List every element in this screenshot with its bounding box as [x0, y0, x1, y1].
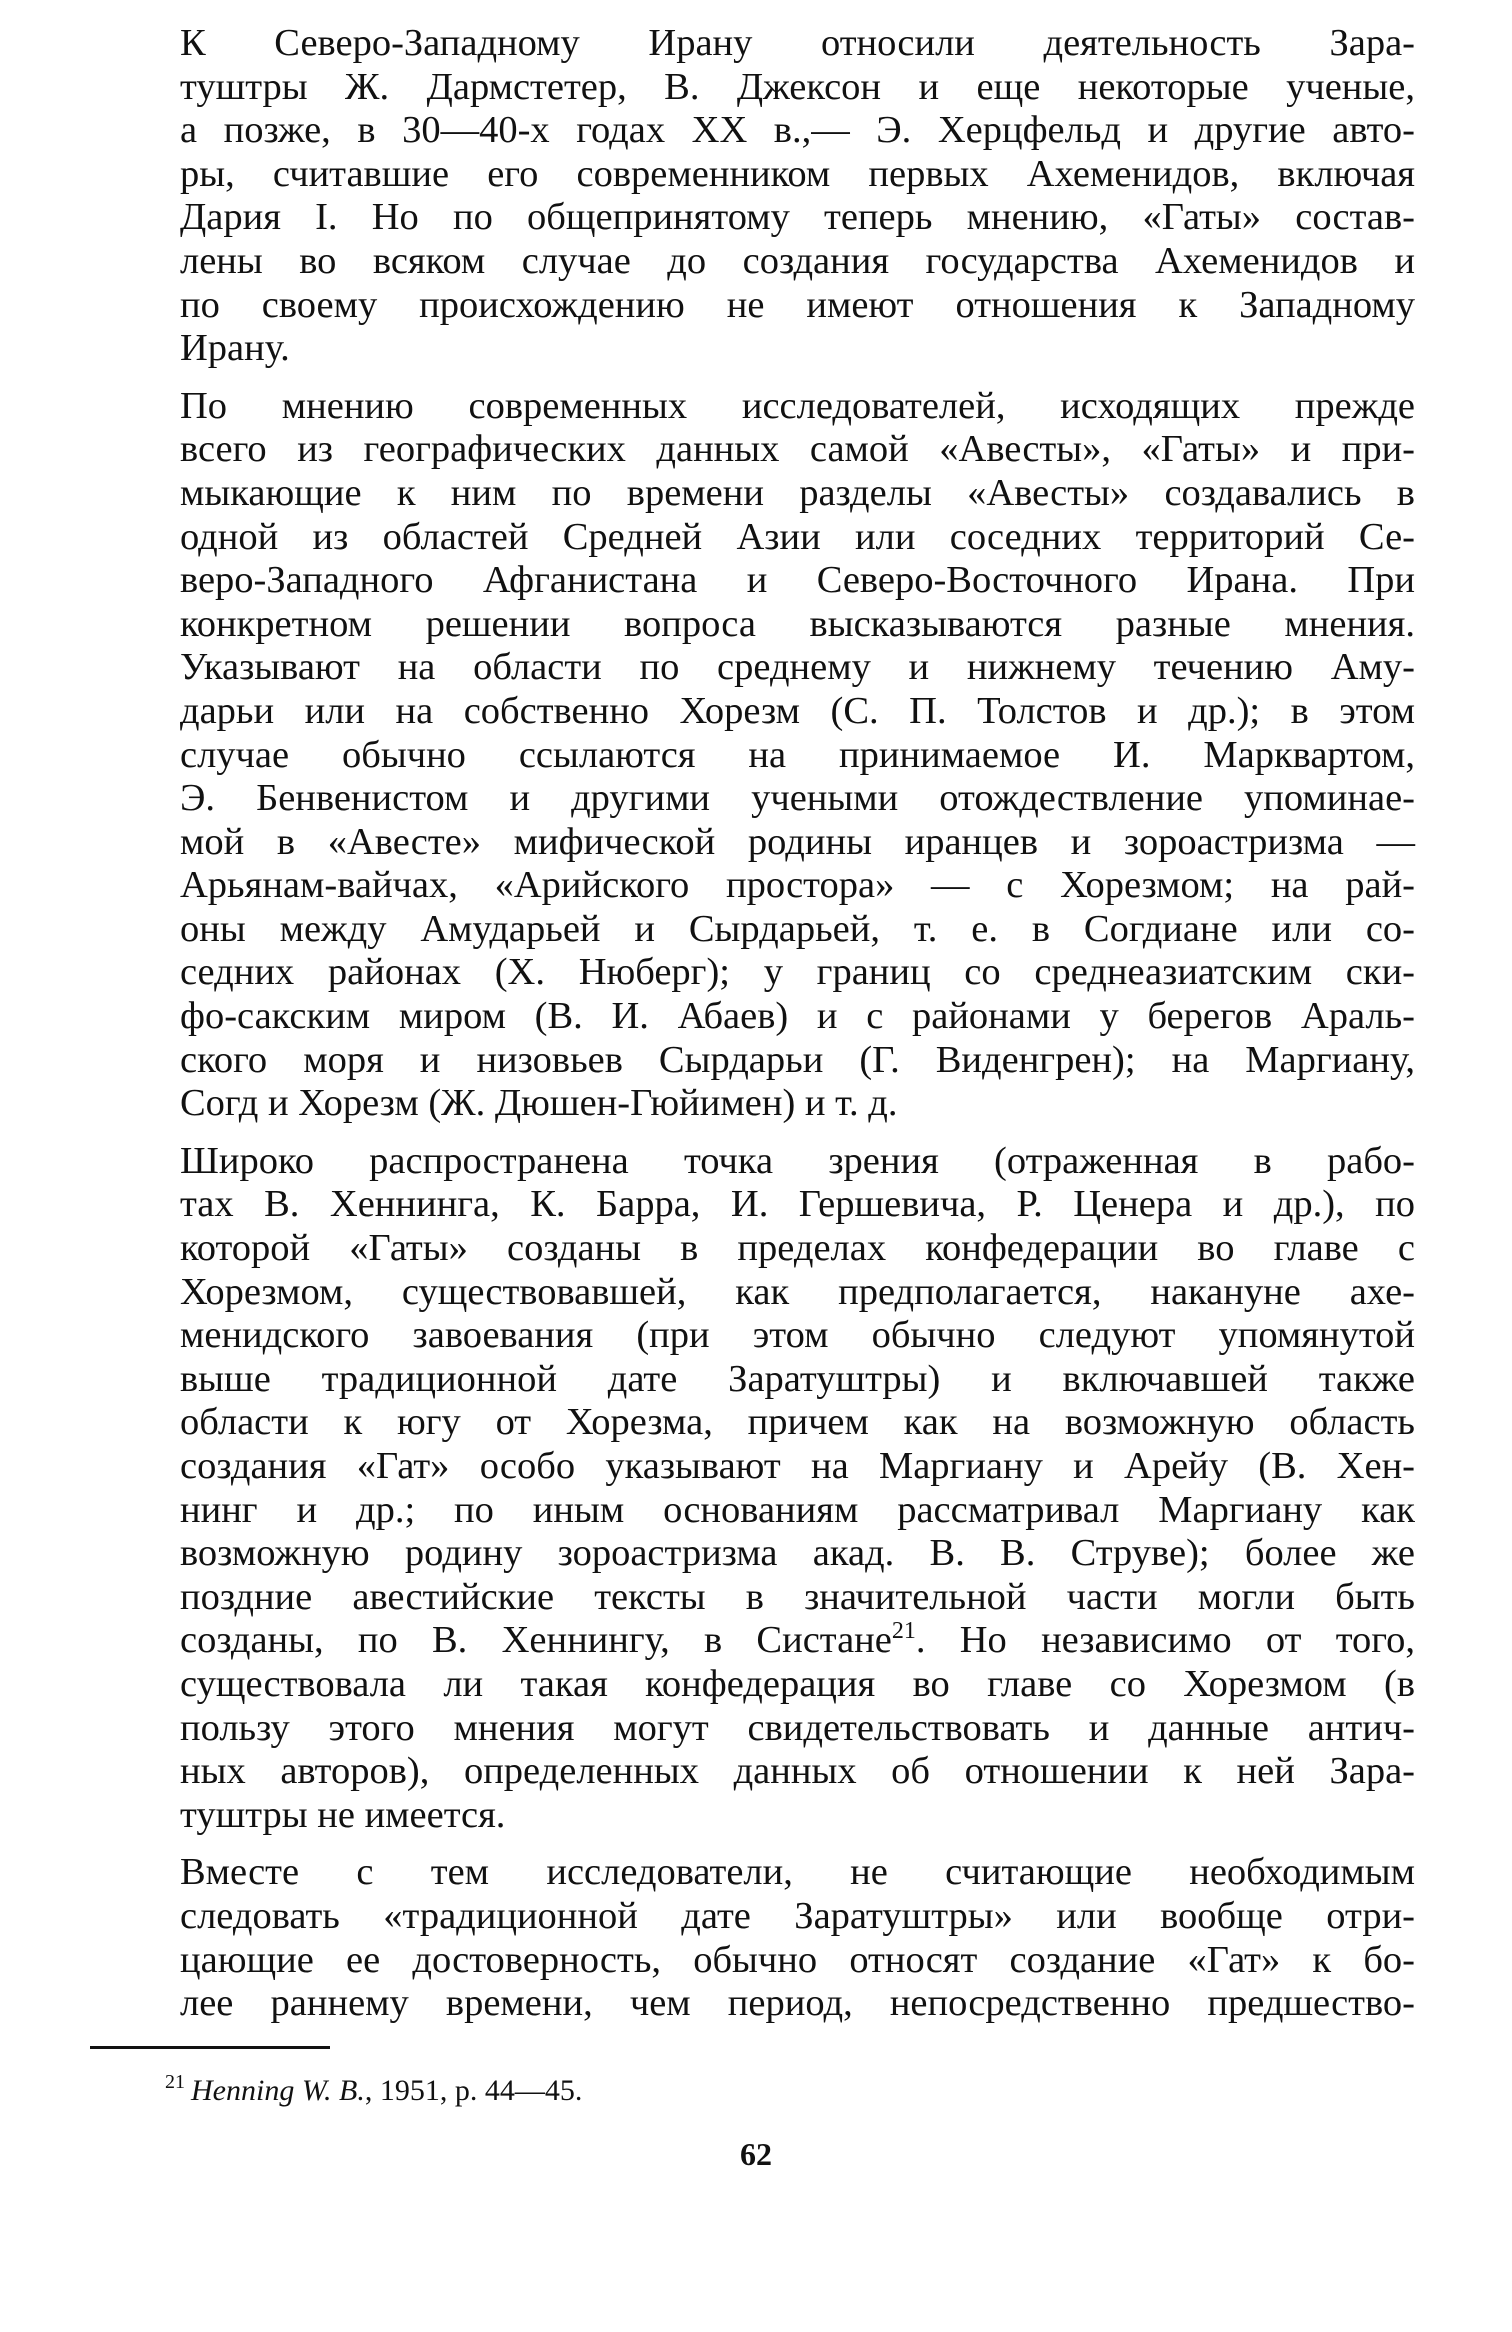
text-line: по своему происхождению не имеют отношения к Западному [180, 283, 1415, 326]
paragraph-4 [90, 1851, 1415, 2025]
text-line: конкретном решении вопроса высказываются разные мнения. [180, 602, 1415, 645]
text-line: фо-сакским миром (В. И. Абаев) и с районами у берегов Араль- [180, 995, 1415, 1038]
text-line: Указывают на области по среднему и нижнему течению Аму- [180, 646, 1415, 689]
text-line: тах В. Хеннинга, К. Барра, И. Гершевича, Р. Ценера и др.), по [180, 1183, 1415, 1226]
text-line: лее раннему времени, чем период, непосредственно предшество- [180, 1982, 1415, 2025]
text-line: ры, считавшие его современником первых Ахеменидов, включая [180, 152, 1415, 195]
text-line: Хорезмом, существовавшей, как предполагается, накануне ахе- [180, 1270, 1415, 1313]
text-line: случае обычно ссылаются на принимаемое И. Марквартом, [180, 733, 1415, 776]
body-text [90, 22, 1415, 2026]
text-line: следовать «традиционной дате Заратуштры» или вообще отри- [180, 1894, 1415, 1937]
text-line: ных авторов), определенных данных об отношении к ней Зара- [180, 1750, 1415, 1793]
paragraph-3 [90, 1140, 1415, 1838]
text-line: лены во всяком случае до создания государства Ахеменидов и [180, 239, 1415, 282]
text-line: Арьянам-вайчах, «Арийского простора» — с Хорезмом; на рай- [180, 864, 1415, 907]
text-line: седних районах (X. Нюберг); у границ со среднеазиатским ски- [180, 951, 1415, 994]
text-line: существовала ли такая конфедерация во главе со Хорезмом (в [180, 1662, 1415, 1705]
text-fragment: . Но независимо от того, [915, 1619, 1415, 1662]
text-line: Ирану. [180, 327, 290, 370]
text-line: области к югу от Хорезма, причем как на возможную область [180, 1401, 1415, 1444]
text-line: цающие ее достоверность, обычно относят создание «Гат» к бо- [180, 1938, 1415, 1981]
text-line: которой «Гаты» созданы в пределах конфедерации во главе с [180, 1227, 1415, 1270]
text-line: мыкающие к ним по времени разделы «Авесты» создавались в [180, 471, 1415, 514]
text-line: Широко распространена точка зрения (отраженная в рабо- [180, 1139, 1415, 1182]
text-line: ского моря и низовьев Сырдарьи (Г. Виденгрен); на Маргиану, [180, 1038, 1415, 1081]
text-line: Вместе с тем исследователи, не считающие необходимым [180, 1851, 1415, 1894]
text-line: поздние авестийские тексты в значительной части могли быть [180, 1575, 1415, 1618]
paragraph-2 [90, 385, 1415, 1126]
text-line: мой в «Авесте» мифической родины иранцев и зороастризма — [180, 820, 1415, 863]
text-line: Э. Бенвенистом и другими учеными отождествление упоминае- [180, 777, 1415, 820]
footnote-number: 21 [165, 2071, 185, 2093]
text-line: выше традиционной дате Заратуштры) и включавшей также [180, 1357, 1415, 1400]
text-line: дарьи или на собственно Хорезм (С. П. Толстов и др.); в этом [180, 689, 1415, 732]
text-line: менидского завоевания (при этом обычно следуют упомянутой [180, 1314, 1415, 1357]
text-fragment: созданы, по В. Хеннингу, в Систане [180, 1619, 892, 1662]
text-line: пользу этого мнения могут свидетельствовать и данные антич- [180, 1706, 1415, 1749]
text-line: возможную родину зороастризма акад. В. В. Струве); более же [180, 1532, 1415, 1575]
text-line: туштры не имеется. [180, 1793, 506, 1836]
text-line-with-footnote [90, 1619, 1415, 1663]
text-line: К Северо-Западному Ирану относили деятельность Зара- [180, 22, 1415, 64]
text-line: веро-Западного Афганистана и Северо-Восточного Ирана. При [180, 559, 1415, 602]
text-line: а позже, в 30—40-х годах XX в.,— Э. Херцфельд и другие авто- [180, 109, 1415, 152]
footnote-author: Henning W. B. [191, 2074, 365, 2107]
text-line: оны между Амударьей и Сырдарьей, т. е. в Согдиане или со- [180, 907, 1415, 950]
footnote-divider [90, 2046, 330, 2049]
text-line: нинг и др.; по иным основаниям рассматривал Маргиану как [180, 1488, 1415, 1531]
text-line: всего из географических данных самой «Авесты», «Гаты» и при- [180, 428, 1415, 471]
footnote-ref: 21 [891, 1618, 916, 1645]
text-line: По мнению современных исследователей, исходящих прежде [180, 384, 1415, 427]
page-number: 62 [740, 2136, 772, 2172]
footnote [165, 2064, 582, 2109]
footnote-citation: , 1951, p. 44—45. [364, 2074, 583, 2107]
text-line: одной из областей Средней Азии или соседних территорий Се- [180, 515, 1415, 558]
text-line: Дария I. Но по общепринятому теперь мнению, «Гаты» состав- [180, 196, 1415, 239]
paragraph-1 [90, 22, 1415, 371]
text-line: Согд и Хорезм (Ж. Дюшен-Гюйимен) и т. д. [180, 1082, 898, 1125]
text-line: создания «Гат» особо указывают на Маргиану и Арейу (В. Хен- [180, 1445, 1415, 1487]
text-line: туштры Ж. Дармстетер, В. Джексон и еще некоторые ученые, [180, 65, 1415, 108]
